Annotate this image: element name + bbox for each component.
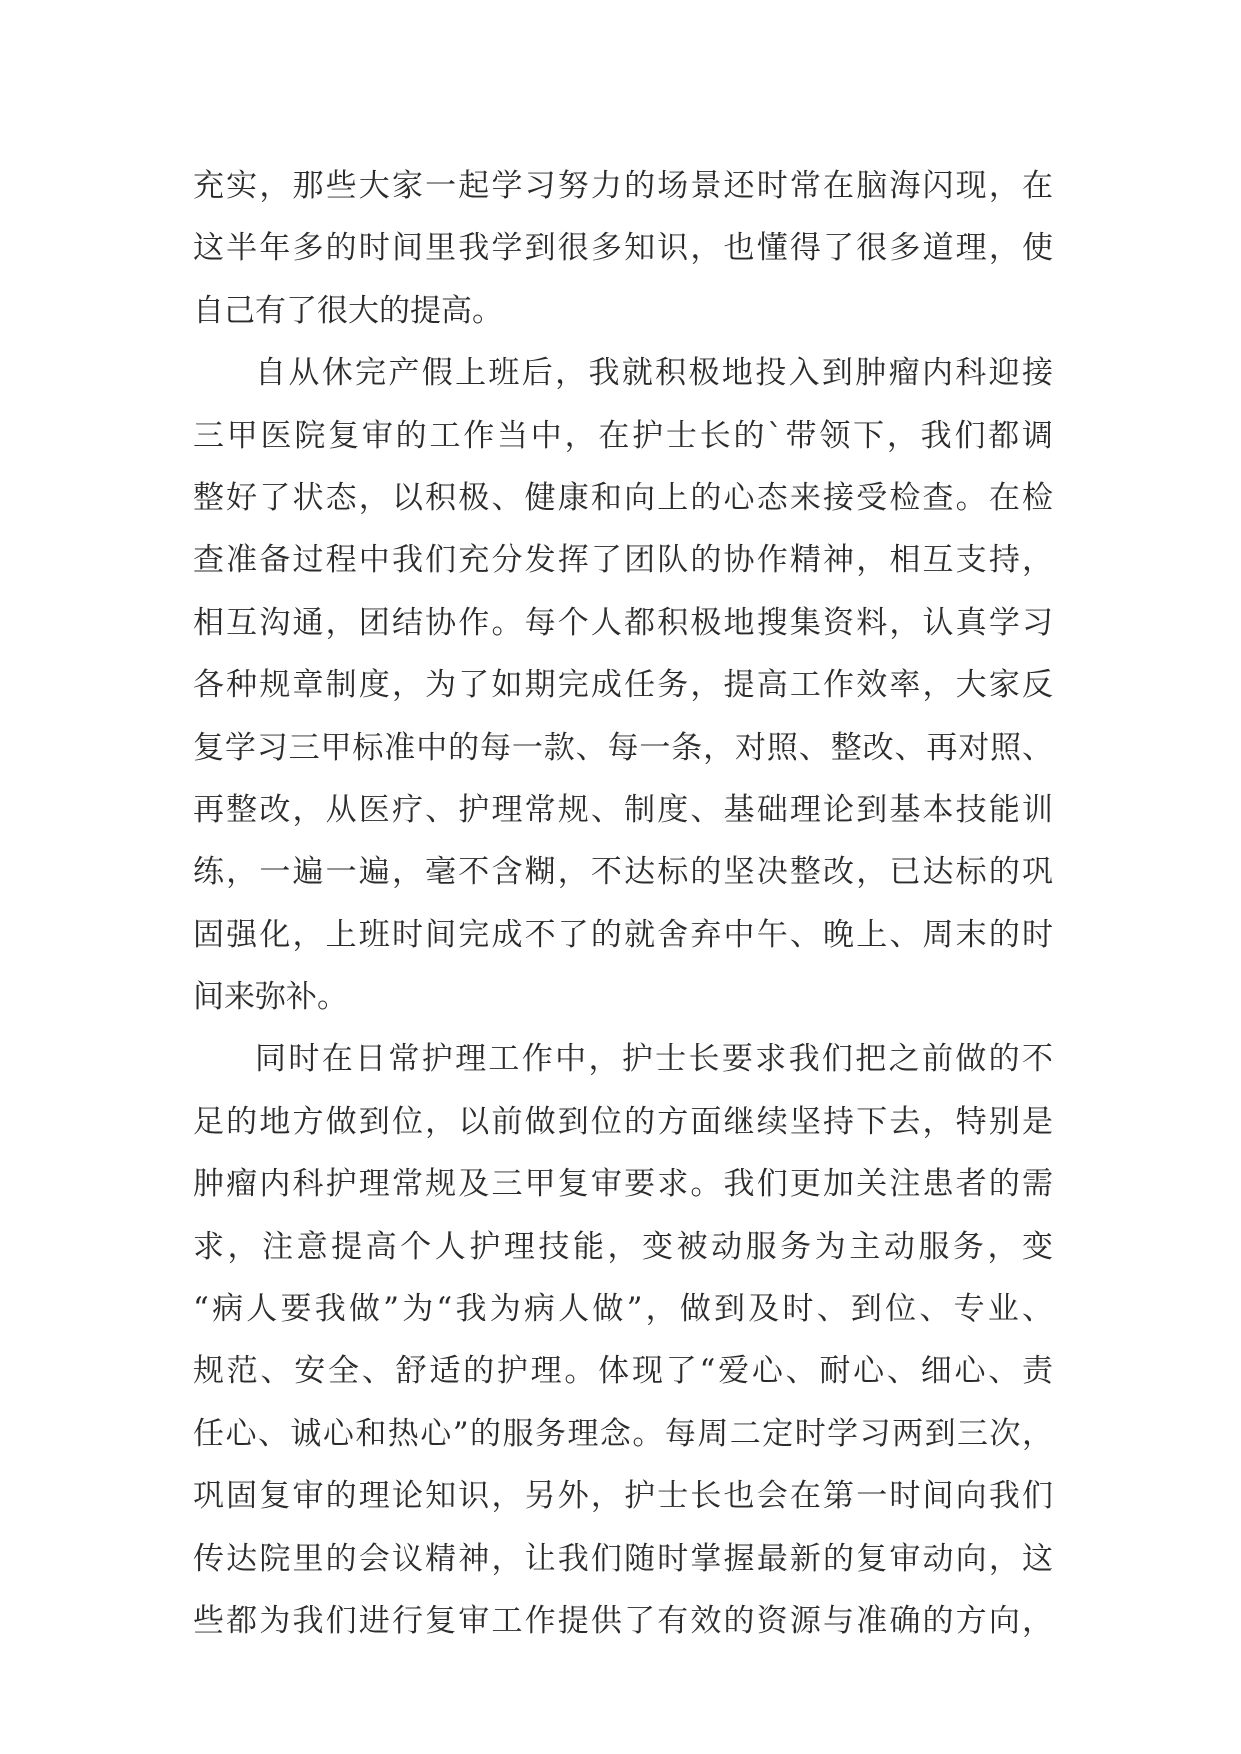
text-line: 传达院里的会议精神，让我们随时掌握最新的复审动向，这 xyxy=(193,1540,1053,1577)
text-line: 肿瘤内科护理常规及三甲复审要求。我们更加关注患者的需 xyxy=(193,1166,1053,1203)
text-line: 规范、安全、舒适的护理。体现了“爱心、耐心、细心、责 xyxy=(193,1353,1053,1390)
text-line: 三甲医院复审的工作当中，在护士长的`带领下，我们都调 xyxy=(193,417,1053,454)
text-line: 查准备过程中我们充分发挥了团队的协作精神，相互支持， xyxy=(193,542,1053,579)
text-line: 自己有了很大的提高。 xyxy=(193,292,503,329)
text-line: 整好了状态，以积极、健康和向上的心态来接受检查。在检 xyxy=(193,479,1053,516)
text-line: 足的地方做到位，以前做到位的方面继续坚持下去，特别是 xyxy=(193,1103,1053,1140)
text-line: 充实，那些大家一起学习努力的场景还时常在脑海闪现，在 xyxy=(193,168,1053,204)
text-line: 些都为我们进行复审工作提供了有效的资源与准确的方向， xyxy=(193,1602,1053,1639)
text-line: “病人要我做”为“我为病人做”，做到及时、到位、专业、 xyxy=(193,1291,1053,1328)
text-line: 间来弥补。 xyxy=(193,979,348,1016)
paragraph-first-line: 自从休完产假上班后，我就积极地投入到肿瘤内科迎接 xyxy=(255,355,1053,392)
text-line: 练，一遍一遍，毫不含糊，不达标的坚决整改，已达标的巩 xyxy=(193,854,1053,891)
text-line: 各种规章制度，为了如期完成任务，提高工作效率，大家反 xyxy=(193,667,1053,704)
text-line: 任心、诚心和热心”的服务理念。每周二定时学习两到三次， xyxy=(193,1415,1053,1452)
text-line: 相互沟通，团结协作。每个人都积极地搜集资料，认真学习 xyxy=(193,604,1053,641)
text-line: 固强化，上班时间完成不了的就舍弃中午、晚上、周末的时 xyxy=(193,916,1053,953)
text-line: 复学习三甲标准中的每一款、每一条，对照、整改、再对照、 xyxy=(193,729,1053,766)
text-line: 这半年多的时间里我学到很多知识，也懂得了很多道理，使 xyxy=(193,230,1053,267)
paragraph-first-line: 同时在日常护理工作中，护士长要求我们把之前做的不 xyxy=(255,1041,1053,1078)
text-line: 求，注意提高个人护理技能，变被动服务为主动服务，变 xyxy=(193,1228,1053,1265)
text-line: 再整改，从医疗、护理常规、制度、基础理论到基本技能训 xyxy=(193,791,1053,828)
text-line: 巩固复审的理论知识，另外，护士长也会在第一时间向我们 xyxy=(193,1478,1053,1515)
document-body xyxy=(193,155,1053,1652)
